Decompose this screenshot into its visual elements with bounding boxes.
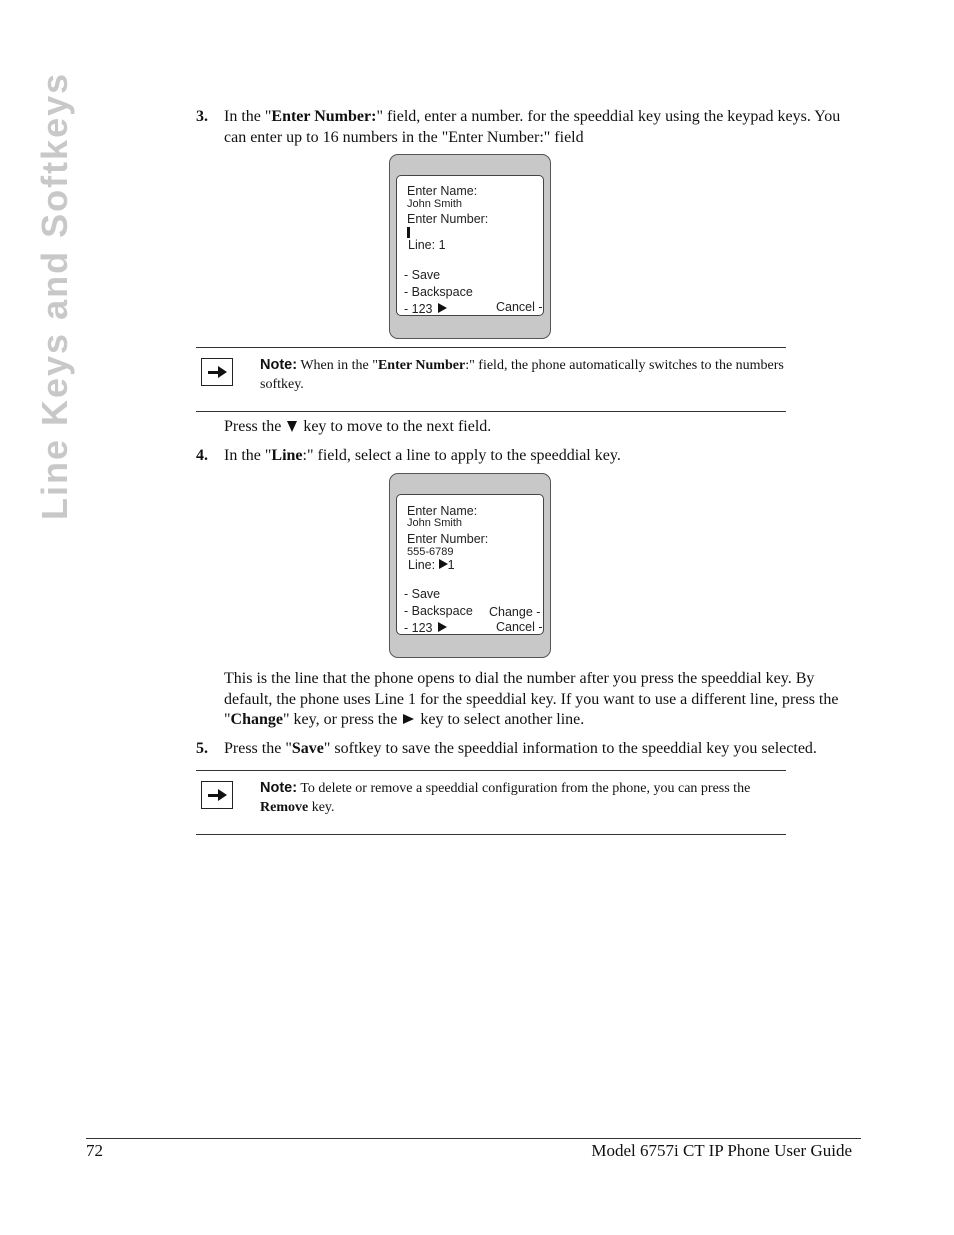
arrow-right-icon (438, 303, 447, 313)
note-2: Note: To delete or remove a speeddial configuration from the phone, you can press the Remove key. (260, 780, 751, 815)
step-number: 3. (196, 108, 208, 125)
change-softkey[interactable]: Change - (489, 605, 541, 619)
step-3 (196, 107, 861, 148)
step-4 (196, 446, 861, 467)
lcd-display (396, 175, 544, 316)
step-text: In the "Enter Number:" field, enter a number. for the speeddial key using the keypad keys. You can enter up to 16 numbers in the "Enter Number:" field (224, 108, 841, 146)
step-text: In the "Line:" field, select a line to apply to the speeddial key. (224, 447, 621, 464)
enter-number-label: Enter Number: (407, 532, 489, 546)
number-value: 555-6789 (407, 546, 454, 558)
footer-rule (86, 1138, 861, 1139)
page-number: 72 (86, 1141, 103, 1160)
cancel-softkey[interactable]: Cancel - (496, 300, 543, 314)
name-value: John Smith (407, 517, 463, 529)
step-text: Press the "Save" softkey to save the speeddial information to the speeddial key you selected. (224, 740, 817, 757)
mode-123-softkey[interactable]: - 123 (404, 621, 447, 635)
phone-screen-enter-number (389, 154, 551, 339)
enter-name-label: Enter Name: (407, 184, 478, 198)
line-field: Line: 1 (408, 238, 446, 252)
name-value: John Smith (407, 198, 463, 210)
save-softkey[interactable]: - Save (404, 587, 441, 601)
step-number: 4. (196, 447, 208, 464)
arrow-down-icon (287, 421, 297, 432)
line-field: Line: 1 (408, 558, 455, 572)
mode-123-softkey[interactable]: - 123 (404, 302, 447, 316)
note-bottom-rule (196, 411, 786, 412)
backspace-softkey[interactable]: - Backspace (404, 285, 473, 299)
save-softkey[interactable]: - Save (404, 268, 441, 282)
lcd-display (396, 494, 544, 635)
step-5 (196, 739, 861, 760)
text-cursor (407, 227, 410, 238)
arrow-right-icon (438, 622, 447, 632)
note-1: Note: When in the "Enter Number:" field, the phone automatically switches to the numbers softkey. (260, 357, 784, 392)
note-bottom-rule (196, 834, 786, 835)
phone-screen-select-line (389, 473, 551, 658)
note-top-rule (196, 347, 786, 348)
arrow-right-icon (403, 714, 414, 724)
note-arrow-icon (201, 781, 233, 809)
arrow-right-icon (439, 559, 448, 569)
press-down-instruction: Press the key to move to the next field. (224, 418, 492, 435)
step-number: 5. (196, 740, 208, 757)
note-arrow-icon (201, 358, 233, 386)
side-section-title: Line Keys and Softkeys (34, 71, 75, 520)
backspace-softkey[interactable]: - Backspace (404, 604, 473, 618)
enter-number-label: Enter Number: (407, 212, 489, 226)
guide-title: Model 6757i CT IP Phone User Guide (591, 1141, 852, 1160)
cancel-softkey[interactable]: Cancel - (496, 620, 543, 634)
line-explanation-paragraph: This is the line that the phone opens to dial the number after you press the speeddial key. By default, the phone uses Line 1 for the speeddial key. If you want to use a different line, press the "Change" key, or press the key to select another line. (224, 670, 839, 728)
enter-name-label: Enter Name: (407, 504, 478, 518)
note-top-rule (196, 770, 786, 771)
